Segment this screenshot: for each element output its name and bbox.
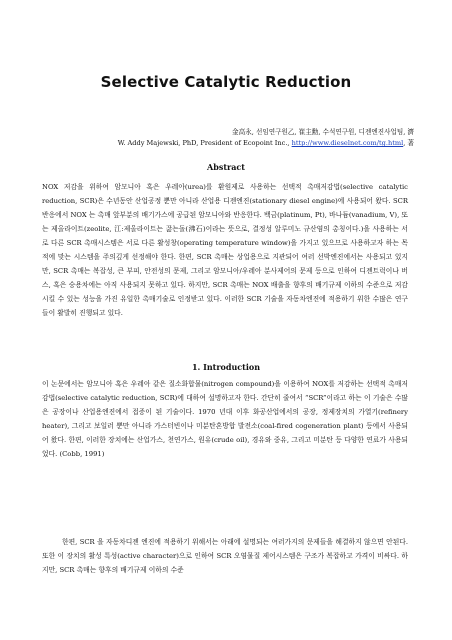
introduction-paragraph-1: 이 논문에서는 암모니아 혹은 우레아 같은 질소화합물(nitrogen compound)을 이용하여 NOX를 저감하는 선택적 촉매저감법(selective catalytic reduction, SCR)에 대하여 설명하고자 한다. 간단히 줄여서 “SCR”이라고 하는 이 기술은 수많은 공장이나 산업용엔진에서 접증이 된 기술이다. 1970 년대 이후 화공산업에서의 공장, 정제장치의 가열기(refinery heater), 그리고 보일러 뿐만 아니라 가스터빈이나 미분탄혼방합 발전소(coal-fired cogeneration plant) 등에서 사용되어 왔다. 한편, 이러한 장치에는 산업가스, 천연가스, 원유(crude oil), 경유와 중유, 그리고 미분탄 등 다양한 연료가 사용되었다. (Cobb, 1991) — [42, 380, 408, 458]
author-line-1: 金高永, 선임연구원乙, 崔主勳, 수석연구원, 디젠엔진사업팀, 濟 — [232, 128, 414, 136]
introduction-heading: 1. Introduction — [191, 362, 261, 372]
introduction-paragraph-2: 한편, SCR 을 자동차디젠 엔진에 적용하기 위해서는 아래에 설명되는 여러가지의 문제들을 해결하지 않으면 안된다. 또한 이 장치의 활성 특성(active character)으로 인하여 SCR 오염물질 제어시스템은 구조가 복잡하고 가격이 비싸다. 하지만, SCR 촉매는 향후의 배기규제 이하의 수준 — [42, 538, 408, 574]
abstract-paragraph: NOX 저감을 위하여 암모니아 혹은 우레아(urea)를 환원제로 사용하는 선택적 촉매저감법(selective catalytic reduction, SCR)은 수년동안 산업공정 뿐만 아니라 산업용 디젠엔진(stationary diesel engine)에 사용되어 왔다. SCR 반응에서 NOX 는 촉매 앞부분의 배기가스에 공급된 암모니아와 반응한다. 백금(platinum, Pt), 바나듐(vanadium, V), 또는 제올라이트(zeolite, 江:제올라이트는 끓는돌(沸石)이라는 뜻으로, 결정성 알루미노 규산염의 총칭이다.)을 사용하는 서로 다른 SCR 촉매시스템은 서로 다른 활성창(operating temperature window)을 가지고 있으므로 사용하고자 하는 목적에 맞는 시스템을 주의깊게 선정해야 한다. 한편, SCR 촉매는 상업용으로 지관되어 여러 선박엔진에서는 사용되고 있지만, SCR 촉매는 복잡성, 큰 부피, 안전성의 문제, 그리고 암모니아/우레아 분사제어의 문제 등으로 인하여 디젠트럭이나 버스, 혹은 승용차에는 아직 사용되지 못하고 있다. 하지만, SCR 촉매는 NOX 배출을 향후의 배기규제 이하의 수준으로 저감시킬 수 있는 성능을 가진 유일한 촉매기술로 인정받고 있다. 이러한 SCR 기술을 자동차엔진에 적용하기 위한 수많은 연구들이 활발히 진행되고 있다. — [42, 183, 408, 317]
author-affiliation: W. Addy Majewski, PhD, President of Ecopoint Inc., — [117, 139, 292, 147]
abstract-heading: Abstract — [207, 162, 245, 172]
author-line-2 — [60, 139, 414, 148]
author-source-link[interactable]: http://www.dieselnet.com/tg.html — [291, 139, 404, 147]
paper-title: Selective Catalytic Reduction — [100, 73, 352, 91]
author-line-2-suffix: , 著 — [403, 139, 414, 147]
